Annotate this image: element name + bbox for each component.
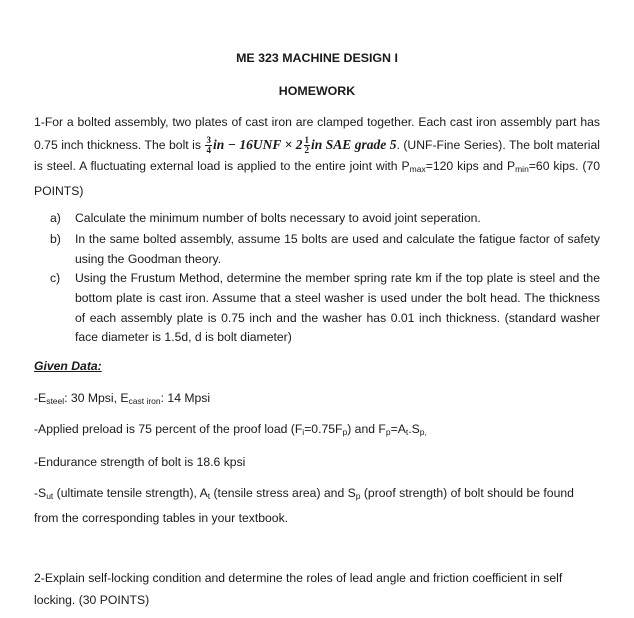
q1-intro-text-a: 1-For a bolted assembly, two plates of cast iron are clamped together. Each cast iron assembly part has 0.75 inch thickness. The bolt is [34,115,600,152]
preload-fp2-subscript: p [385,427,391,437]
preload-text-a: -Applied preload is 75 percent of the proof load (F [34,422,303,436]
course-title: ME 323 MACHINE DESIGN I [236,51,398,65]
pmin-subscript: min [515,164,529,174]
sut-prefix: -S [34,486,47,500]
pmax-value: =120 kips and P [425,159,516,173]
item-b-label: b) [50,232,61,246]
bolt-frac1-denominator: 4 [206,144,211,155]
e-cast-iron-subscript: cast iron [128,396,161,406]
preload-text-c: ) and F [347,422,386,436]
bolt-frac2-denominator: 2 [304,144,310,155]
preload-sp-subscript: p, [419,427,427,437]
sut-at-subscript: t [207,491,211,501]
pmax-subscript: max [409,164,426,174]
sut-sp-subscript: p [355,491,361,501]
q1-item-c [50,269,600,348]
sut-text-a: (ultimate tensile strength), A [53,486,208,500]
q1-item-b [50,230,600,270]
homework-heading: HOMEWORK [278,84,356,98]
item-a-label: a) [50,211,61,225]
e-steel-subscript: steel [46,396,65,406]
bolt-diameter-fraction [205,136,212,155]
item-a-text: Calculate the minimum number of bolts necessary to avoid joint seperation. [75,211,481,225]
given-preload [34,419,600,444]
preload-text-e: .S [408,422,420,436]
q1-item-a [50,209,600,229]
question-2: 2-Explain self-locking condition and determine the roles of lead angle and friction coefficient in self locking. (30 POINTS) [34,571,563,607]
e-cast-iron-value: : 14 Mpsi [160,391,211,405]
preload-text-d: =A [390,422,406,436]
question-1-intro [34,112,600,202]
sut-subscript: ut [46,491,54,501]
bolt-spec-end: in SAE grade 5 [311,136,397,152]
item-c-text: Using the Frustum Method, determine the member spring rate km if the top plate is steel and the bottom plate is cast iron. Assume that a steel washer is used under the bolt head. The thickness of each assembly plate is 0.75 inch and the washer has 0.01 inch thickness. (standard washer face diameter is 1.5d, d is bolt diameter) [75,271,600,345]
item-c-label: c) [50,271,61,285]
preload-text-b: =0.75F [304,422,343,436]
item-b-text: In the same bolted assembly, assume 15 bolts are used and calculate the fatigue factor of safety using the Goodman theory. [75,232,600,266]
q1-intro-text-b: . (UNF-Fine Series). The bolt material is steel. A fluctuating external load is applied to the entire joint with P [34,137,600,173]
e-prefix: -E [34,391,47,405]
given-data-heading: Given Data: [34,359,102,373]
preload-fp-subscript: p [342,427,348,437]
bolt-frac2-numerator: 1 [304,134,310,145]
pmin-value: =60 kips. (70 POINTS) [34,159,601,198]
given-endurance: -Endurance strength of bolt is 18.6 kpsi [34,455,246,469]
preload-at-subscript: t [405,427,409,437]
given-elastic-moduli [34,388,600,413]
bolt-length-fraction [304,136,311,155]
e-steel-value: : 30 Mpsi, E [64,391,129,405]
bolt-spec-mid: in − 16UNF × 2 [212,136,303,152]
preload-fi-subscript: i [302,427,305,437]
sut-text-b: (tensile stress area) and S [210,486,356,500]
bolt-frac1-numerator: 3 [206,134,211,145]
given-material-properties [34,483,600,529]
sut-text-c: (proof strength) of bolt should be found from the corresponding tables in your textbook. [34,486,574,525]
